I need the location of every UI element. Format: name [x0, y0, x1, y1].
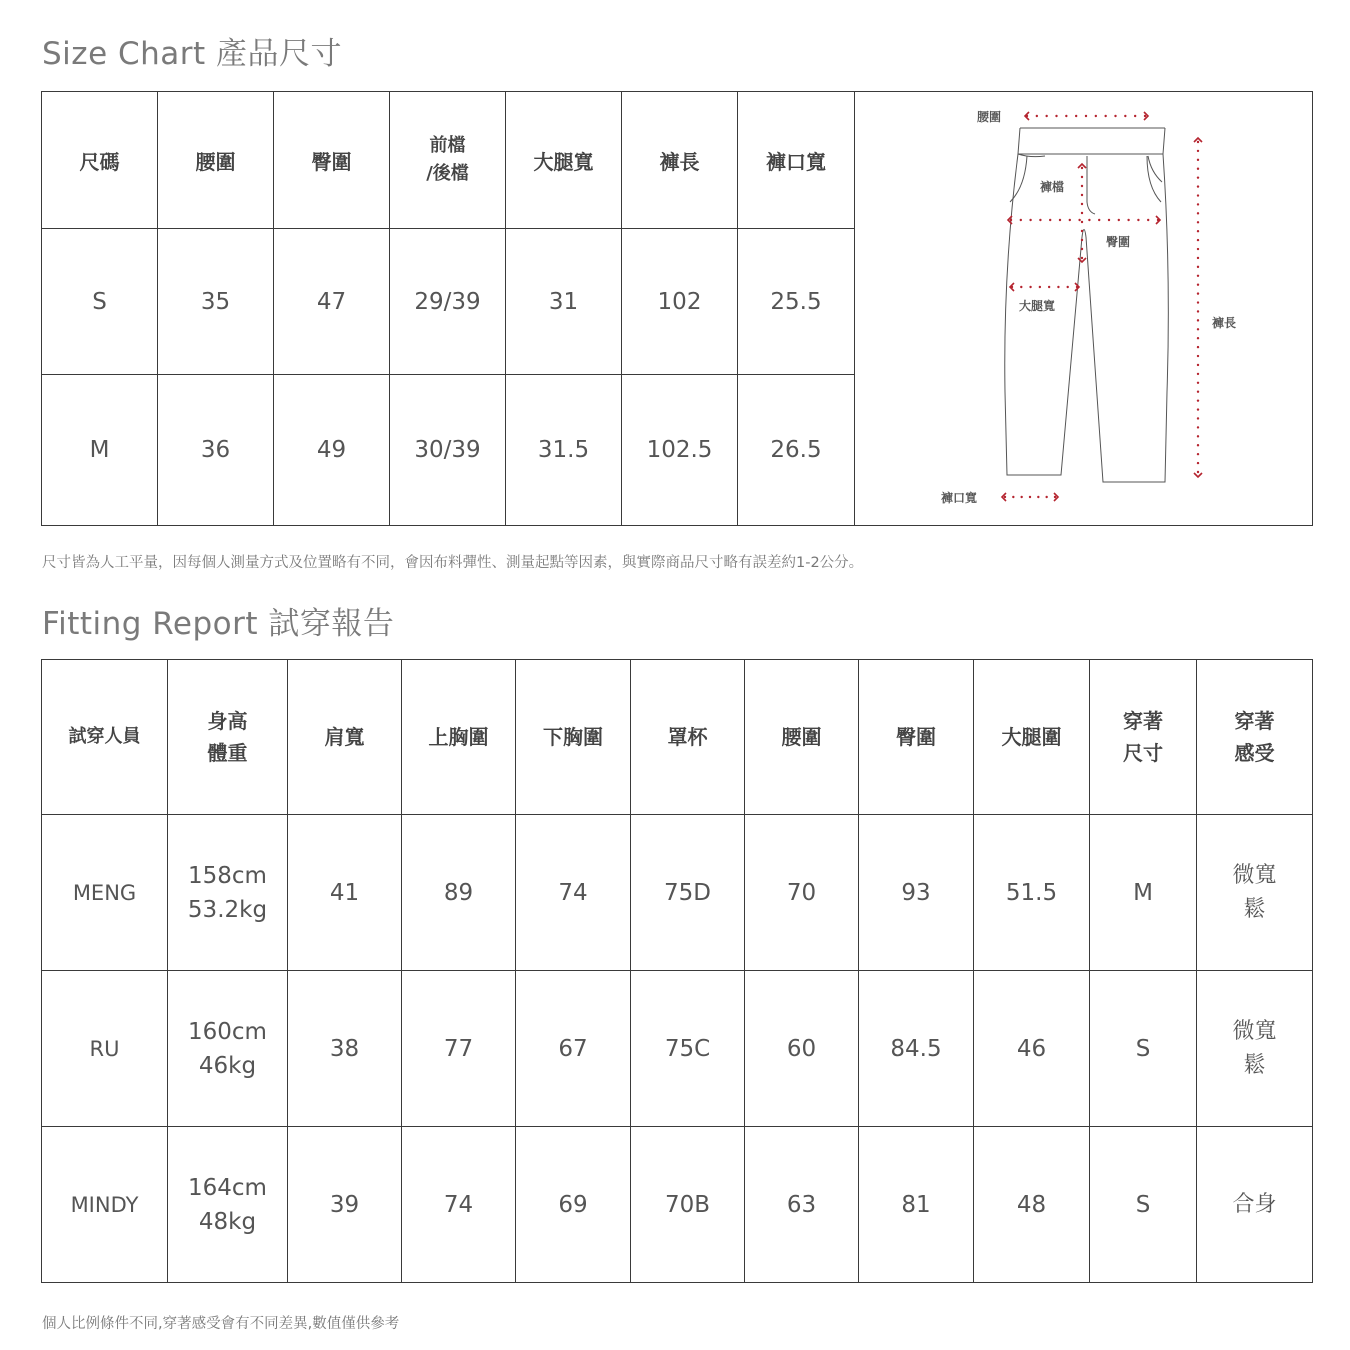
measure-dot: [1197, 471, 1199, 473]
waist-cell: 60: [745, 971, 859, 1127]
measure-dot: [1020, 286, 1022, 288]
measure-dot: [1197, 364, 1199, 366]
hip-cell: 49: [274, 375, 390, 526]
size-chart-table: [41, 91, 1313, 526]
under-bust-cell: 69: [516, 1127, 631, 1283]
measure-dot: [1197, 301, 1199, 303]
measure-dot: [1069, 219, 1071, 221]
pants-diagram: [855, 92, 1311, 524]
measure-dot: [1197, 408, 1199, 410]
header-hem: 褲口寬: [738, 92, 855, 229]
header-thigh: 大腿圍: [974, 660, 1090, 815]
measure-dot: [1004, 496, 1006, 498]
measure-dot: [1067, 286, 1069, 288]
measure-dot: [1197, 319, 1199, 321]
measure-dot: [1197, 435, 1199, 437]
pants-diagram-cell: [855, 92, 1313, 526]
measure-dot: [1197, 159, 1199, 161]
measure-dot: [1081, 221, 1083, 223]
measure-dot: [1078, 219, 1080, 221]
shoulder-cell: 41: [288, 815, 402, 971]
waist-cell: 35: [158, 229, 274, 375]
measure-dot: [1104, 115, 1106, 117]
hip-cell: 93: [859, 815, 974, 971]
measure-dot: [1081, 176, 1083, 178]
upper-bust-cell: 74: [402, 1127, 516, 1283]
measure-dot: [1081, 185, 1083, 187]
header-size: 尺碼: [42, 92, 158, 229]
measure-dot: [1197, 221, 1199, 223]
measure-dot: [1118, 219, 1120, 221]
measure-dot: [1075, 115, 1077, 117]
fitting-report-title: Fitting Report 試穿報告: [42, 606, 395, 642]
height-weight-cell: [168, 815, 288, 971]
tester-name: RU: [42, 971, 168, 1127]
measure-dot: [1197, 257, 1199, 259]
label-rise: 褲檔: [1040, 180, 1065, 194]
measure-dot: [1055, 115, 1057, 117]
hip-cell: 84.5: [859, 971, 974, 1127]
measure-dot: [1081, 203, 1083, 205]
measure-dot: [1197, 337, 1199, 339]
cup-cell: 75D: [631, 815, 745, 971]
height-value: 164cm: [188, 1174, 267, 1201]
thigh-cell: 48: [974, 1127, 1090, 1283]
size-chart-title: Size Chart 產品尺寸: [42, 36, 343, 72]
measure-dot: [1197, 328, 1199, 330]
header-cup: 罩杯: [631, 660, 745, 815]
header-height: 身高: [207, 709, 248, 733]
measure-dot: [1197, 310, 1199, 312]
header-length: 褲長: [622, 92, 738, 229]
measure-dot: [1029, 496, 1031, 498]
size-cell: M: [42, 375, 158, 526]
size-header-row: [42, 92, 1313, 229]
feel-line1: 微寬: [1232, 862, 1277, 888]
measure-dot: [1197, 150, 1199, 152]
fitting-report-note: 個人比例條件不同,穿著感受會有不同差異,數值僅供參考: [42, 1316, 400, 1332]
measure-dot: [1197, 203, 1199, 205]
under-bust-cell: 67: [516, 971, 631, 1127]
measure-dot: [1197, 284, 1199, 286]
measure-dot: [1039, 219, 1041, 221]
measure-dot: [1197, 453, 1199, 455]
measure-dot: [1197, 346, 1199, 348]
thigh-cell: 51.5: [974, 815, 1090, 971]
feel-cell: [1197, 1127, 1313, 1283]
measure-dot: [1197, 185, 1199, 187]
measure-dot: [1085, 115, 1087, 117]
feel-line1: 合身: [1232, 1191, 1277, 1217]
measure-dot: [1049, 219, 1051, 221]
measure-dot: [1010, 219, 1012, 221]
feel-line2: 鬆: [1243, 1052, 1266, 1078]
label-waist: 腰圍: [977, 110, 1002, 124]
header-waist: 腰圍: [158, 92, 274, 229]
tester-name: MENG: [42, 815, 168, 971]
measure-dot: [1081, 239, 1083, 241]
header-rise-back: /後檔: [426, 163, 469, 184]
header-waist: 腰圍: [745, 660, 859, 815]
height-value: 160cm: [188, 1018, 267, 1045]
measure-dot: [1065, 115, 1067, 117]
measure-dot: [1197, 444, 1199, 446]
measure-dot: [1197, 176, 1199, 178]
measure-dot: [1197, 194, 1199, 196]
measure-dot: [1197, 462, 1199, 464]
measure-dot: [1197, 230, 1199, 232]
hem-cell: 26.5: [738, 375, 855, 526]
feel-cell: [1197, 815, 1313, 971]
fit-row-ru: [42, 971, 1313, 1127]
measure-dot: [1197, 355, 1199, 357]
height-weight-cell: [168, 971, 288, 1127]
measure-dot: [1057, 286, 1059, 288]
worn-size-cell: S: [1090, 971, 1197, 1127]
header-upper-bust: 上胸圍: [402, 660, 516, 815]
rise-cell: 29/39: [390, 229, 506, 375]
header-weight: 體重: [207, 741, 248, 765]
feel-line2: 鬆: [1243, 896, 1266, 922]
measure-dot: [1197, 239, 1199, 241]
measure-dot: [1108, 219, 1110, 221]
header-hip: 臀圍: [859, 660, 974, 815]
measure-dot: [1037, 496, 1039, 498]
measure-dot: [1144, 115, 1146, 117]
measure-dot: [1098, 219, 1100, 221]
measure-dot: [1081, 257, 1083, 259]
measure-dot: [1039, 286, 1041, 288]
measure-dot: [1045, 115, 1047, 117]
measure-dot: [1134, 115, 1136, 117]
thigh-cell: 31.5: [506, 375, 622, 526]
measure-dot: [1197, 292, 1199, 294]
measure-dot: [1197, 275, 1199, 277]
measure-dot: [1020, 496, 1022, 498]
arrow-down-icon: [1194, 473, 1202, 477]
header-under-bust: 下胸圍: [516, 660, 631, 815]
thigh-cell: 46: [974, 971, 1090, 1127]
measure-dot: [1197, 417, 1199, 419]
header-rise: [390, 92, 506, 229]
fit-header-row: [42, 660, 1313, 815]
header-feel: [1197, 660, 1313, 815]
measure-dot: [1197, 248, 1199, 250]
label-hem: 褲口寬: [941, 491, 978, 505]
rise-cell: 30/39: [390, 375, 506, 526]
feel-line1: 微寬: [1232, 1018, 1277, 1044]
header-thigh: 大腿寬: [506, 92, 622, 229]
upper-bust-cell: 77: [402, 971, 516, 1127]
fitting-report-table: [41, 659, 1313, 1283]
measure-dot: [1081, 167, 1083, 169]
waist-cell: 63: [745, 1127, 859, 1283]
measure-dot: [1048, 286, 1050, 288]
measure-dot: [1081, 230, 1083, 232]
measure-dot: [1197, 426, 1199, 428]
thigh-cell: 31: [506, 229, 622, 375]
measure-dot: [1081, 248, 1083, 250]
header-worn-size-line2: 尺寸: [1123, 741, 1163, 765]
upper-bust-cell: 89: [402, 815, 516, 971]
measure-dot: [1127, 219, 1129, 221]
measure-dot: [1045, 496, 1047, 498]
measure-dot: [1081, 212, 1083, 214]
header-worn-size-line1: 穿著: [1123, 709, 1163, 733]
measure-dot: [1197, 266, 1199, 268]
label-hip: 臀圍: [1106, 235, 1131, 249]
measure-dot: [1029, 219, 1031, 221]
shoulder-cell: 39: [288, 1127, 402, 1283]
header-shoulder: 肩寬: [288, 660, 402, 815]
height-weight-cell: [168, 1127, 288, 1283]
waist-cell: 36: [158, 375, 274, 526]
worn-size-cell: M: [1090, 815, 1197, 971]
measure-dot: [1088, 219, 1090, 221]
measure-dot: [1197, 399, 1199, 401]
length-cell: 102: [622, 229, 738, 375]
measure-dot: [1137, 219, 1139, 221]
hip-cell: 81: [859, 1127, 974, 1283]
header-feel-line1: 穿著: [1234, 709, 1275, 733]
measure-dot: [1095, 115, 1097, 117]
measure-dot: [1124, 115, 1126, 117]
hem-cell: 25.5: [738, 229, 855, 375]
weight-value: 48kg: [198, 1208, 257, 1235]
shoulder-cell: 38: [288, 971, 402, 1127]
header-worn-size: [1090, 660, 1197, 815]
measure-dot: [1147, 219, 1149, 221]
size-cell: S: [42, 229, 158, 375]
measure-dot: [1054, 496, 1056, 498]
fit-row-meng: [42, 815, 1313, 971]
waist-cell: 70: [745, 815, 859, 971]
measure-dot: [1197, 141, 1199, 143]
height-value: 158cm: [188, 862, 267, 889]
measure-dot: [1012, 496, 1014, 498]
measure-dot: [1197, 382, 1199, 384]
measure-dot: [1059, 219, 1061, 221]
measure-dot: [1114, 115, 1116, 117]
measure-dot: [1029, 286, 1031, 288]
header-hip: 臀圍: [274, 92, 390, 229]
header-feel-line2: 感受: [1234, 741, 1275, 765]
feel-cell: [1197, 971, 1313, 1127]
cup-cell: 70B: [631, 1127, 745, 1283]
size-chart-note: 尺寸皆為人工平量，因每個人測量方式及位置略有不同，會因布料彈性、測量起點等因素，與實際商品尺寸略有誤差約1-2公分。: [42, 555, 864, 571]
tester-name: MINDY: [42, 1127, 168, 1283]
weight-value: 46kg: [198, 1052, 257, 1079]
measure-dot: [1020, 219, 1022, 221]
fit-row-mindy: [42, 1127, 1313, 1283]
measure-dot: [1197, 168, 1199, 170]
worn-size-cell: S: [1090, 1127, 1197, 1283]
cup-cell: 75C: [631, 971, 745, 1127]
under-bust-cell: 74: [516, 815, 631, 971]
measure-dot: [1081, 194, 1083, 196]
weight-value: 53.2kg: [187, 896, 268, 923]
label-thigh: 大腿寬: [1019, 299, 1056, 313]
measure-dot: [1036, 115, 1038, 117]
header-height-weight: [168, 660, 288, 815]
header-rise-front: 前檔: [429, 135, 466, 156]
hip-cell: 47: [274, 229, 390, 375]
length-cell: 102.5: [622, 375, 738, 526]
header-tester: 試穿人員: [42, 660, 168, 815]
measure-dot: [1197, 373, 1199, 375]
measure-dot: [1197, 391, 1199, 393]
label-length: 褲長: [1212, 316, 1237, 330]
measure-dot: [1197, 212, 1199, 214]
